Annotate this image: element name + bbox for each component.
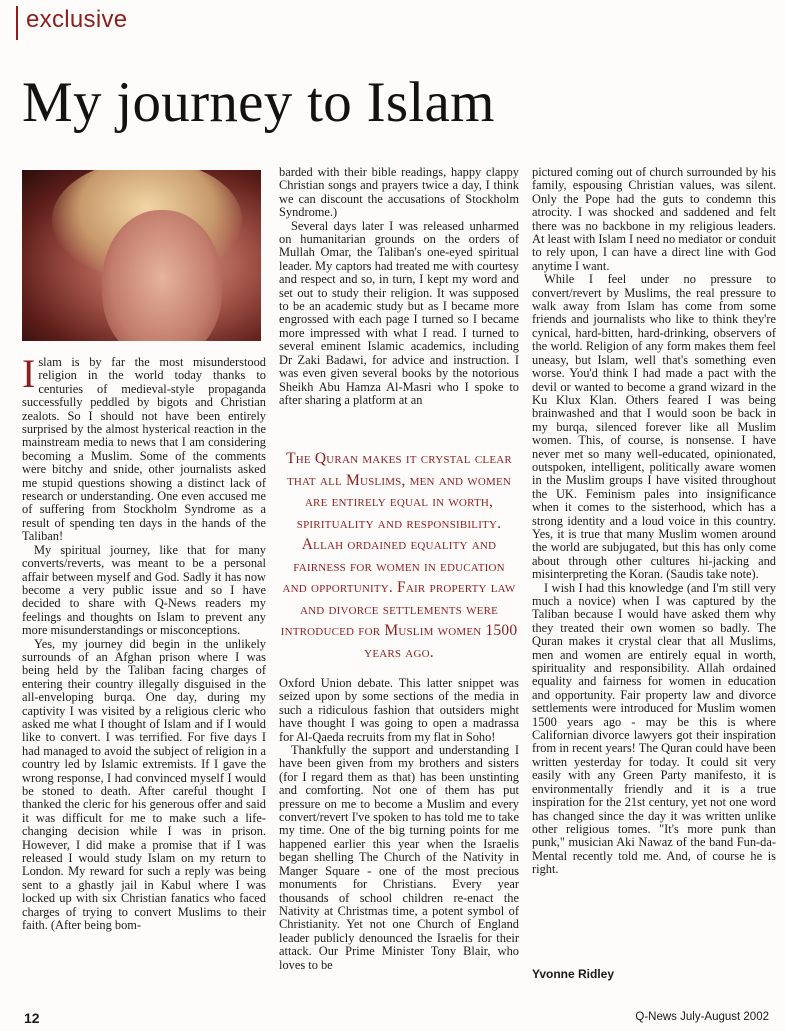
author-photo [22, 170, 261, 341]
paragraph: My spiritual journey, like that for many converts/reverts, was meant to be a personal affair between myself and God. Sadly it has now become a very public issue and so I have decided to share with Q-News readers my feelings and thoughts on Islam to prevent any more misunderstandings or misconceptions. [22, 542, 266, 638]
paragraph: While I feel under no pressure to convert/revert by Muslims, the real pressure to walk away from Islam has come from some friends and journalists who like to think they're cynical, hard-bitten, hard-drinking, observers of the world. Religion of any form makes them feel uneasy, but Islam, well that's something even worse. You'd think I had made a pact with the devil or wanted to become a grand wizard in the Ku Klux Klan. Others feared I was being brainwashed and that I would soon be back in my burqa, silenced forever like all Muslim women. This, of course, is nonsense. I have never met so many well-educated, opinionated, outspoken, intelligent, politically aware women in the Muslim groups I have visited throughout the UK. Feminism pales into insignificance when it comes to the sisterhood, which has a strong identity and a loud voice in this country. Yes, it is true that many Muslim women around the world are subjugated, but this has only come about through other cultures hi-jacking and misinterpreting the Koran. (Saudis take note). [532, 272, 776, 582]
section-rule [16, 6, 18, 40]
paragraph: Oxford Union debate. This latter snippet was seized upon by some sections of the media in such a ridiculous fashion that outsiders might have thought I was going to open a madrassa for Al-Qaeda recruits from my flat in Soho! [279, 676, 519, 744]
headline: My journey to Islam [22, 71, 495, 134]
column-1 [22, 351, 266, 933]
paragraph: Thankfully the support and understanding I have been given from my brothers and sisters (for I regard them as that) has been unstinting and comforting. Not one of them has put pressure on me to become a Muslim and every convert/revert I've spoken to has told me to take my time. One of the big turning points for me happened earlier this year when the Israelis began shelling The Church of the Nativity in Manger Square - one of the most precious monuments for Christians. Every year thousands of school children re-enact the Nativity at Christmas time, a potent symbol of Christianity. Yet not one Church of England leader publicly denounced the Israelis for their attack. Our Prime Minister Tony Blair, who loves to be [279, 743, 519, 972]
paragraph: barded with their bible readings, happy clappy Christian songs and prayers twice a day, I think we can discount the accusations of Stockholm Syndrome.) [279, 165, 519, 220]
column-3 [532, 166, 776, 877]
paragraph: I wish I had this knowledge (and I'm still very much a novice) when I was captured by the Taliban because I would have asked them why they treated their own women so badly. The Quran makes it crystal clear that all Muslims, men and women are entirely equal in worth, spirituality and responsibility. Allah ordained equality and fairness for women in education and opportunity. Fair property law and divorce settlements were introduced for Muslim women 1500 years ago - may be this is where Californian divorce lawyers got their inspiration from in recent years! The Quran could have been written yesterday for today. It could sit very easily with any Green Party manifesto, it is environmentally friendly and it is a true inspiration for the 21st century, yet not one word has changed since the day it was written unlike other religious tomes. "It's more punk than punk," musician Aki Nawaz of the band Fun-da-Mental recently told me. And, of course he is right. [532, 580, 776, 877]
paragraph: Yes, my journey did begin in the unlikely surrounds of an Afghan prison where I was being held by the Taliban facing charges of entering their country illegally disguised in the all-enveloping burqa. One day, during my captivity I was visited by a religious cleric who asked me what I thought of Islam and if I would like to convert. I was terrified. For five days I had managed to avoid the subject of religion in a country led by Islamic extremists. If I gave the wrong response, I had convinced myself I would be stoned to death. After careful thought I thanked the cleric for his generous offer and said it was difficult for me to make such a life-changing decision while I was in prison. However, I did make a promise that if I was released I would study Islam on my return to London. My reward for such a reply was being sent to a ghastly jail in Kabul where I was locked up with six Christian fanatics who faced charges of trying to convert Muslims to their faith. (After being bom- [22, 636, 266, 933]
paragraph: Several days later I was released unharmed on humanitarian grounds on the orders of Mullah Omar, the Taliban's one-eyed spiritual leader. My captors had treated me with courtesy and respect and so, in turn, I kept my word and set out to study their religion. It was supposed to be an academic study but as I became more engrossed with each page I turned so I became more impressed with what I read. I turned to several eminent Islamic academics, including Dr Zaki Badawi, for advice and instruction. I was even given several books by the notorious Sheikh Abu Hamza Al-Masri who I spoke to after sharing a platform at an [279, 218, 519, 407]
paragraph: Islam is by far the most misunderstood religion in the world today thanks to centuries of medieval-style propaganda successfully peddled by bigots and Christian zealots. So I should not have been entirely surprised by the almost hysterical reaction in the mainstream media to news that I am considering becoming a Muslim. Some of the comments were bitchy and snide, other journalists asked me stupid questions showing a distinct lack of research or understanding. One even accused me of suffering from Stockholm Syndrome as a result of spending ten days in the hands of the Taliban! [22, 351, 266, 544]
paragraph: pictured coming out of church surrounded by his family, espousing Christian values, was silent. Only the Pope had the guts to condemn this atrocity. I was shocked and saddened and felt there was no backbone in my religious leaders. At least with Islam I need no mediator or conduit to rely upon, I can have a direct line with God anytime I want. [532, 165, 776, 273]
page-number: 12 [24, 1010, 40, 1026]
section-tag: exclusive [26, 6, 128, 33]
column-2-top [279, 166, 519, 407]
drop-cap: I [22, 351, 36, 396]
footer-credit: Q-News July-August 2002 [635, 1011, 769, 1023]
byline: Yvonne Ridley [532, 967, 615, 981]
column-2-bottom [279, 677, 519, 972]
pull-quote: The Quran makes it crystal clear that all Muslims, men and women are entirely equal in worth, spirituality and responsibility. Allah ordained equality and fairness for women in education and opportunity. Fair property law and divorce settlements were introduced for Muslim women 1500 years ago. [280, 450, 518, 661]
